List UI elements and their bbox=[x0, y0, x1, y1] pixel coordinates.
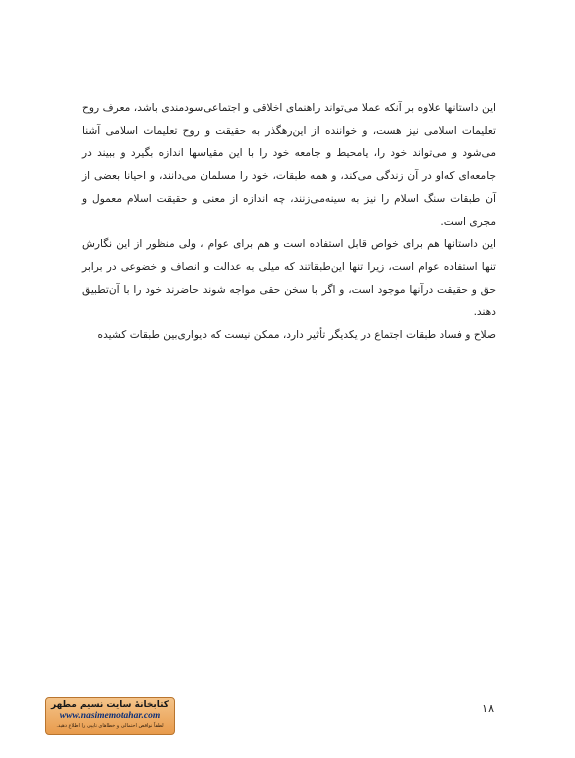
paragraph-3: صلاح و فساد طبقات اجتماع در یکدیگر تأثیر دارد، ممکن نیست که دیواری‌بین طبقات کشیده bbox=[97, 329, 496, 342]
paragraph-1: این داستانها علاوه بر آنکه عملا می‌تواند راهنمای اخلاقی و اجتماعی‌سودمندی باشد، معرف روح تعلیمات اسلامی نیز هست، و خواننده از این‌رهگذر به حقیقت و روح تعلیمات اسلامی آشنا می‌شود و می‌تواند خود را، یامحیط و جامعه خود را با این مقیاسها اندازه بگیرد و ببیند در جامعه‌ای که‌او در آن زندگی می‌کند، و همه طبقات، خود را مسلمان می‌دانند، و احیانا بعضی از آن طبقات سنگ اسلام را نیز به سینه‌می‌زنند، چه اندازه از معنی و حقیقت اسلام معمول و مجری است. bbox=[82, 102, 496, 228]
badge-url: www.nasimemotahar.com bbox=[59, 711, 161, 721]
library-logo-badge bbox=[45, 697, 175, 735]
paragraph-2: این داستانها هم برای خواص قابل استفاده است و هم برای عوام ، ولی منظور از این نگارش تنها استفاده عوام است، زیرا تنها این‌طبقاتند که میلی به عدالت و انصاف و خضوعی در برابر حق و حقیقت درآنها موجود است، و اگر با سخن حقی مواجه شوند حاضرند خود را با آن‌تطبیق دهند. bbox=[82, 238, 496, 319]
badge-note: لطفاً نواقص احتمالی و خطاهای تایپی را اطلاع دهید. bbox=[56, 723, 164, 729]
page-number: ۱۸ bbox=[482, 702, 494, 715]
badge-title: کتابخانهٔ سایت نسیم مطهر bbox=[50, 700, 170, 710]
body-text bbox=[82, 97, 496, 347]
